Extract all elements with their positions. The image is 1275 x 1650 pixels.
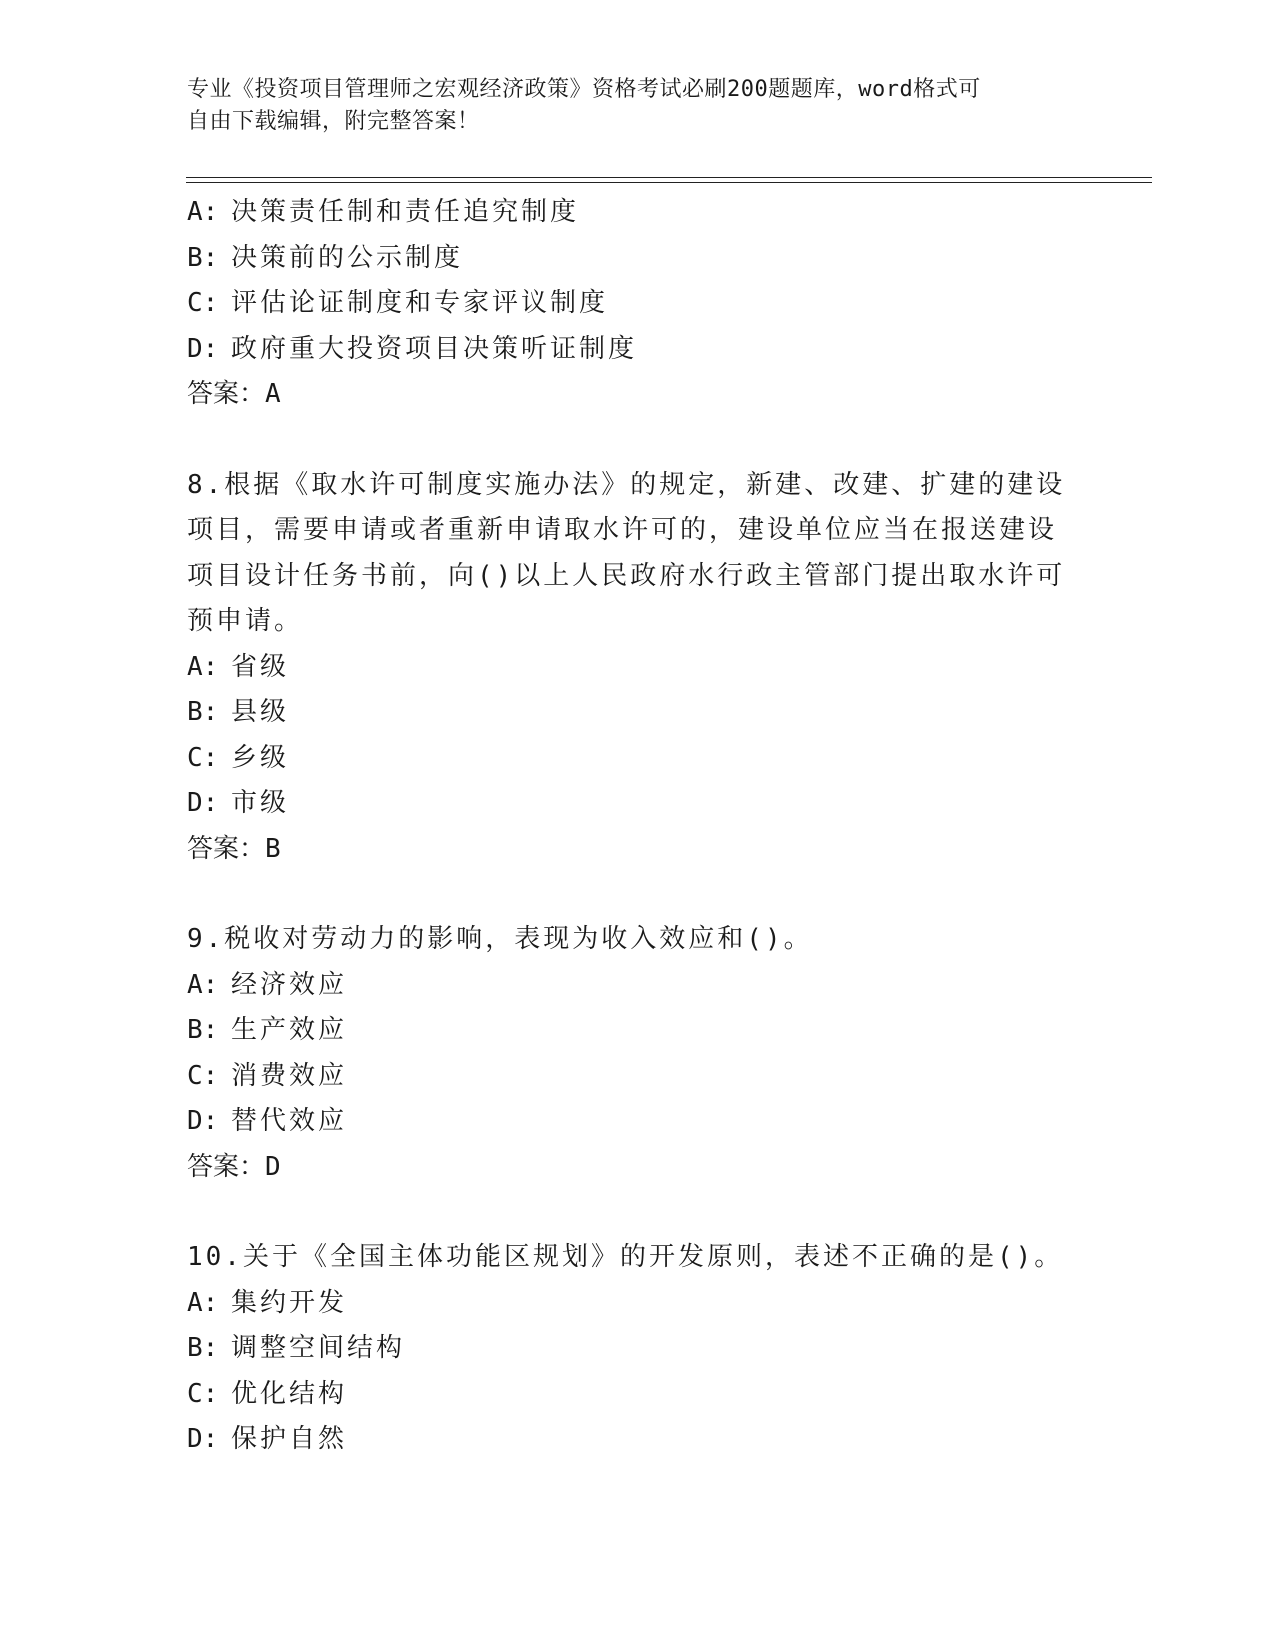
option-letter: A: [187, 969, 219, 1000]
option-d [187, 1099, 1087, 1145]
option-letter: D: [187, 1106, 219, 1136]
header-divider-top [186, 177, 1152, 178]
answer-line [187, 372, 1087, 418]
answer-label: 答案： [187, 379, 266, 409]
option-a [187, 1281, 1087, 1327]
answer-value: D [265, 1151, 281, 1182]
option-text: 乡级 [231, 742, 290, 773]
option-letter: D: [187, 788, 219, 818]
option-letter: A: [187, 651, 219, 682]
option-text: 政府重大投资项目决策听证制度 [231, 333, 638, 364]
option-letter: C: [187, 288, 219, 318]
option-c [187, 1372, 1087, 1418]
option-letter: D: [187, 333, 219, 364]
option-letter: B: [187, 697, 219, 727]
option-letter: B: [187, 242, 219, 273]
question-stem-line: 8.根据《取水许可制度实施办法》的规定，新建、改建、扩建的建设 [187, 469, 1066, 500]
option-text: 替代效应 [231, 1106, 348, 1136]
question-list [187, 190, 1087, 1463]
option-c [187, 736, 1087, 782]
option-letter: C: [187, 1378, 219, 1409]
option-letter: B: [187, 1015, 219, 1045]
option-a [187, 963, 1087, 1009]
option-text: 消费效应 [231, 1060, 348, 1091]
answer-value: A [265, 379, 281, 409]
header-divider-bottom [186, 182, 1152, 183]
option-text: 优化结构 [231, 1378, 348, 1409]
option-letter: C: [187, 742, 219, 773]
option-b [187, 236, 1087, 282]
option-text: 决策责任制和责任追究制度 [231, 197, 580, 227]
question-8 [187, 463, 1087, 873]
option-b [187, 1326, 1087, 1372]
question-9 [187, 917, 1087, 1190]
question-stem-line: 9.税收对劳动力的影响，表现为收入效应和()。 [187, 924, 813, 954]
option-text: 调整空间结构 [231, 1333, 406, 1363]
option-a [187, 645, 1087, 691]
option-text: 市级 [231, 788, 290, 818]
option-text: 保护自然 [231, 1424, 348, 1454]
option-c [187, 1054, 1087, 1100]
spacer [187, 1190, 1087, 1235]
option-text: 集约开发 [231, 1287, 348, 1318]
option-b [187, 1008, 1087, 1054]
option-d [187, 781, 1087, 827]
option-letter: C: [187, 1060, 219, 1091]
option-text: 生产效应 [231, 1015, 348, 1045]
spacer [187, 872, 1087, 917]
document-header [187, 74, 1067, 138]
option-text: 决策前的公示制度 [231, 242, 464, 273]
question-10 [187, 1235, 1087, 1463]
spacer [187, 418, 1087, 463]
answer-line [187, 1145, 1087, 1191]
question-stem-line: 项目，需要申请或者重新申请取水许可的，建设单位应当在报送建设 [187, 515, 1058, 545]
option-a [187, 190, 1087, 236]
option-text: 县级 [231, 697, 290, 727]
answer-value: B [265, 833, 281, 864]
option-letter: A: [187, 1287, 219, 1318]
option-text: 省级 [231, 651, 290, 682]
question-partial [187, 190, 1087, 418]
option-text: 评估论证制度和专家评议制度 [231, 288, 609, 318]
answer-label: 答案： [187, 833, 266, 864]
answer-line [187, 827, 1087, 873]
option-c [187, 281, 1087, 327]
question-stem-line: 预申请。 [187, 606, 304, 636]
option-text: 经济效应 [231, 969, 348, 1000]
header-line-2: 自由下载编辑，附完整答案！ [187, 109, 480, 134]
answer-label: 答案： [187, 1151, 266, 1182]
option-letter: D: [187, 1424, 219, 1454]
option-letter: B: [187, 1333, 219, 1363]
option-d [187, 327, 1087, 373]
option-d [187, 1417, 1087, 1463]
header-line-1: 专业《投资项目管理师之宏观经济政策》资格考试必刷200题题库，word格式可 [187, 77, 981, 102]
option-b [187, 690, 1087, 736]
option-letter: A: [187, 197, 219, 227]
question-stem-line: 项目设计任务书前，向()以上人民政府水行政主管部门提出取水许可 [187, 560, 1066, 591]
question-stem-line: 10.关于《全国主体功能区规划》的开发原则，表述不正确的是()。 [187, 1242, 1064, 1272]
